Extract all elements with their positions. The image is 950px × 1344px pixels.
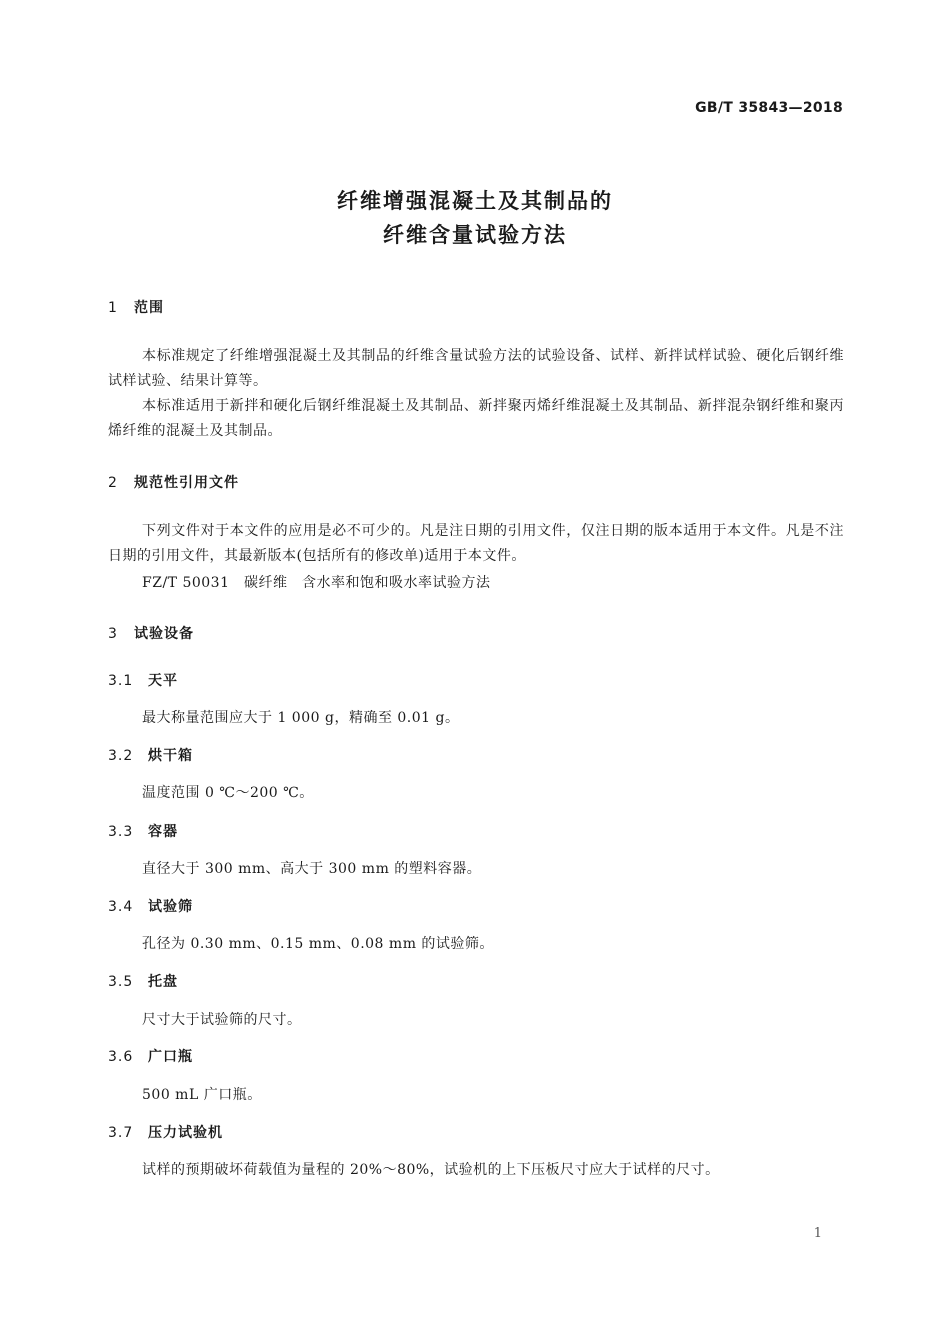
subsection-3-7-heading (108, 1122, 223, 1142)
section-1-paragraph-2: 本标准适用于新拌和硬化后钢纤维混凝土及其制品、新拌聚丙烯纤维混凝土及其制品、新拌混杂钢纤维和聚丙烯纤维的混凝土及其制品。 (108, 398, 844, 439)
page-number: 1 (813, 1226, 822, 1241)
section-1-paragraph-1: 本标准规定了纤维增强混凝土及其制品的纤维含量试验方法的试验设备、试样、新拌试样试验、硬化后钢纤维试样试验、结果计算等。 (108, 348, 844, 389)
section-number: 1 (108, 300, 118, 316)
subsection-3-2-text: 温度范围 0 ℃～200 ℃。 (142, 785, 314, 801)
subsection-number: 3.3 (108, 824, 134, 840)
subsection-title: 烘干箱 (148, 748, 193, 764)
document-title-line-2: 纤维含量试验方法 (383, 223, 567, 247)
section-2-heading (108, 472, 239, 492)
document-title-line-1: 纤维增强混凝土及其制品的 (337, 189, 613, 213)
section-title: 试验设备 (134, 626, 194, 642)
section-number: 3 (108, 626, 118, 642)
section-3-heading (108, 623, 194, 643)
subsection-3-5-text: 尺寸大于试验筛的尺寸。 (142, 1012, 302, 1028)
subsection-3-5-heading (108, 971, 178, 991)
section-title: 范围 (134, 300, 164, 316)
standard-code: GB/T 35843—2018 (695, 100, 843, 116)
subsection-title: 压力试验机 (148, 1125, 223, 1141)
section-1-heading (108, 297, 164, 317)
section-2-paragraph-1: 下列文件对于本文件的应用是必不可少的。凡是注日期的引用文件，仅注日期的版本适用于本文件。凡是不注日期的引用文件，其最新版本(包括所有的修改单)适用于本文件。 (108, 523, 844, 564)
subsection-3-6-text: 500 mL 广口瓶。 (142, 1087, 262, 1103)
subsection-3-7-text: 试样的预期破坏荷载值为量程的 20%～80%，试验机的上下压板尺寸应大于试样的尺寸。 (142, 1162, 720, 1178)
subsection-title: 广口瓶 (148, 1049, 193, 1065)
subsection-number: 3.5 (108, 974, 134, 990)
subsection-3-4-heading (108, 896, 193, 916)
subsection-3-3-heading (108, 821, 178, 841)
subsection-number: 3.1 (108, 673, 134, 689)
subsection-3-6-heading (108, 1046, 193, 1066)
subsection-number: 3.4 (108, 899, 134, 915)
subsection-title: 容器 (148, 824, 178, 840)
subsection-title: 托盘 (148, 974, 178, 990)
subsection-3-1-heading (108, 670, 178, 690)
subsection-title: 试验筛 (148, 899, 193, 915)
section-number: 2 (108, 475, 118, 491)
subsection-number: 3.2 (108, 748, 134, 764)
normative-reference: FZ/T 50031 碳纤维 含水率和饱和吸水率试验方法 (142, 575, 491, 591)
subsection-number: 3.7 (108, 1125, 134, 1141)
subsection-title: 天平 (148, 673, 178, 689)
subsection-number: 3.6 (108, 1049, 134, 1065)
subsection-3-3-text: 直径大于 300 mm、高大于 300 mm 的塑料容器。 (142, 861, 482, 877)
section-title: 规范性引用文件 (134, 475, 239, 491)
subsection-3-1-text: 最大称量范围应大于 1 000 g，精确至 0.01 g。 (142, 710, 460, 726)
subsection-3-2-heading (108, 745, 193, 765)
subsection-3-4-text: 孔径为 0.30 mm、0.15 mm、0.08 mm 的试验筛。 (142, 936, 494, 952)
